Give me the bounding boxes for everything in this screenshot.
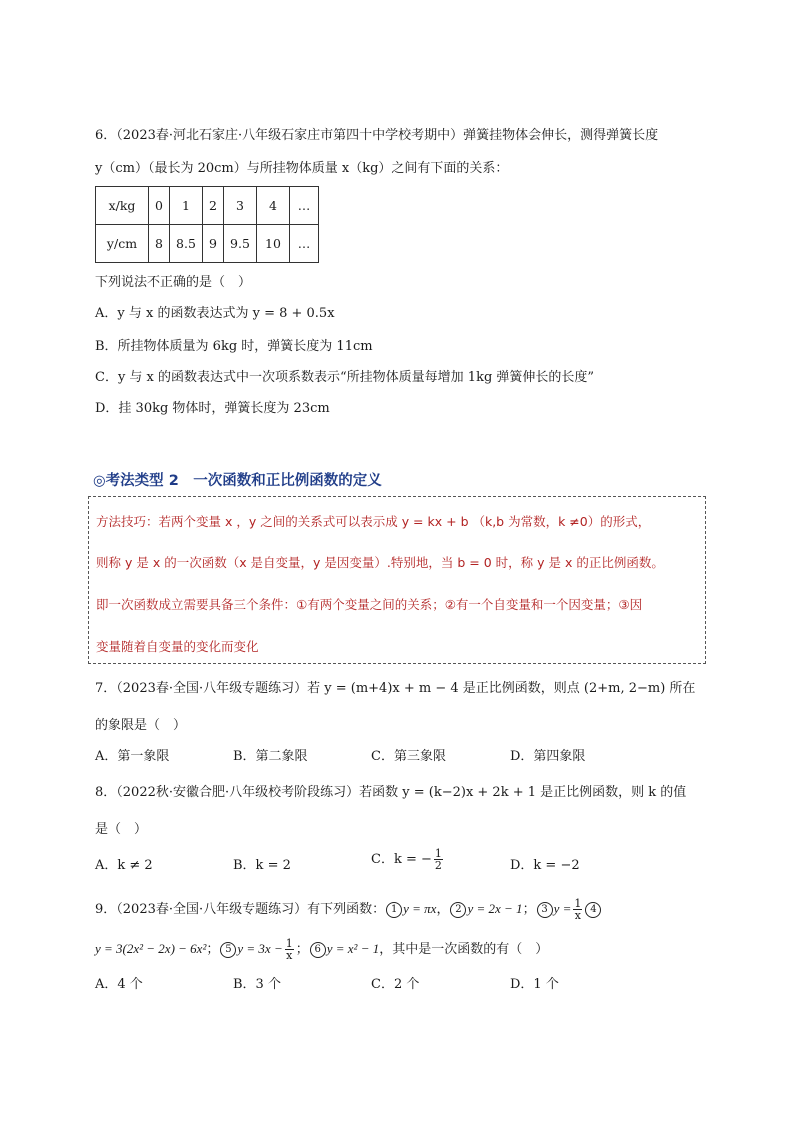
fraction-numerator: 1 xyxy=(574,897,582,910)
q9-func-3-lhs: y = xyxy=(553,901,572,916)
table-cell: 2 xyxy=(203,187,224,225)
q8-stem-line1: 8．（2022秋·安徽合肥·八年级校考阶段练习）若函数 y = (k−2)x + 2k + 1 是正比例函数，则 k 的值 xyxy=(95,785,687,800)
q8-option-c-prefix: C．k = − xyxy=(371,852,432,867)
fraction-denominator: 2 xyxy=(434,859,442,872)
table-row xyxy=(96,225,319,263)
table-cell: 8.5 xyxy=(170,225,203,263)
q7-option-a: A．第一象限 xyxy=(95,749,170,764)
table-cell: 0 xyxy=(149,187,170,225)
q8-option-d: D．k = −2 xyxy=(510,858,580,873)
q9-stem-line2: y = 3(2x² − 2x) − 6x²； 5 y = 3x − $\frac{1}{x}$ ； 6 y = x² − 1，其中是一次函数的有（ ） xyxy=(95,937,549,962)
q6-stem-line2: y（cm）（最长为 20cm）与所挂物体质量 x（kg）之间有下面的关系： xyxy=(95,161,509,176)
fraction-denominator: x xyxy=(286,949,293,962)
table-row xyxy=(96,187,319,225)
q7-option-d: D．第四象限 xyxy=(510,749,586,764)
q6-question: 下列说法不正确的是（ ） xyxy=(95,275,252,290)
q9-option-b: B．3 个 xyxy=(233,977,281,992)
q9-option-c: C．2 个 xyxy=(371,977,420,992)
q9-stem-line1: 9．（2023春·全国·八年级专题练习）有下列函数： 1 y = πx， 2 y = 2x − 1； 3 y = $\frac{1}{x}$ 4 xyxy=(95,898,602,921)
tips-line1: 方法技巧：若两个变量 x ，y 之间的关系式可以表示成 y = kx + b （k,b 为常数，k ≠0）的形式， xyxy=(96,514,651,529)
circled-1: 1 xyxy=(386,902,402,918)
q6-option-c: C．y 与 x 的函数表达式中一次项系数表示“所挂物体质量每增加 1kg 弹簧伸长的长度” xyxy=(95,370,595,385)
circled-3: 3 xyxy=(537,902,553,918)
q6-option-a: A．y 与 x 的函数表达式为 y = 8 + 0.5x xyxy=(95,306,335,321)
q6-data-table xyxy=(95,186,319,263)
q7-option-b: B．第二象限 xyxy=(233,749,308,764)
q8-option-b: B．k = 2 xyxy=(233,858,291,873)
circled-2: 2 xyxy=(450,902,466,918)
q9-func-4: y = 3(2x² − 2x) − 6x² xyxy=(95,941,207,956)
table-cell: x/kg xyxy=(96,187,149,225)
q9-option-a: A．4 个 xyxy=(95,977,143,992)
q9-func-5-lhs: y = 3x − xyxy=(237,941,283,956)
fraction xyxy=(285,938,294,961)
tips-line2: 则称 y 是 x 的一次函数（x 是自变量，y 是因变量）.特别地，当 b = 0 时，称 y 是 x 的正比例函数。 xyxy=(96,555,664,570)
q8-option-c xyxy=(371,848,445,871)
fraction-denominator: x xyxy=(574,909,581,922)
q7-stem-line2: 的象限是（ ） xyxy=(95,718,187,733)
section-title: ◎考法类型 2 一次函数和正比例函数的定义 xyxy=(93,473,382,489)
tips-line4: 变量随着自变量的变化而变化 xyxy=(96,639,259,654)
circled-4: 4 xyxy=(585,902,601,918)
table-cell: 9.5 xyxy=(224,225,257,263)
q7-stem-line1: 7．（2023春·全国·八年级专题练习）若 y = (m+4)x + m − 4 是正比例函数，则点 (2+m, 2−m) 所在 xyxy=(95,681,696,696)
circled-6: 6 xyxy=(310,942,326,958)
table-cell: 3 xyxy=(224,187,257,225)
tips-line3: 即一次函数成立需要具备三个条件：①有两个变量之间的关系；②有一个自变量和一个因变量；③因 xyxy=(96,597,643,612)
fraction xyxy=(434,848,443,871)
q9-prefix: 9．（2023春·全国·八年级专题练习）有下列函数： xyxy=(95,902,386,917)
q9-option-d: D．1 个 xyxy=(510,977,559,992)
table-cell: 4 xyxy=(257,187,290,225)
table-cell: … xyxy=(290,187,319,225)
fraction-numerator: 1 xyxy=(434,847,442,860)
circled-5: 5 xyxy=(220,942,236,958)
table-cell: 8 xyxy=(149,225,170,263)
q8-stem-line2: 是（ ） xyxy=(95,822,148,837)
q9-func-1: y = πx xyxy=(403,901,437,916)
q8-option-a: A．k ≠ 2 xyxy=(95,858,153,873)
q9-tail: ，其中是一次函数的有（ ） xyxy=(379,942,549,957)
q9-func-6: y = x² − 1 xyxy=(326,941,380,956)
table-cell: 9 xyxy=(203,225,224,263)
q7-option-c: C．第三象限 xyxy=(371,749,446,764)
q6-stem-line1: 6．（2023春·河北石家庄·八年级石家庄市第四十中学校考期中）弹簧挂物体会伸长，测得弹簧长度 xyxy=(95,128,659,143)
table-cell: … xyxy=(290,225,319,263)
table-cell: 1 xyxy=(170,187,203,225)
q9-func-2: y = 2x − 1 xyxy=(467,901,523,916)
q6-option-d: D．挂 30kg 物体时，弹簧长度为 23cm xyxy=(95,401,330,416)
fraction-numerator: 1 xyxy=(285,937,293,950)
q6-option-b: B．所挂物体质量为 6kg 时，弹簧长度为 11cm xyxy=(95,339,373,354)
fraction xyxy=(573,898,582,921)
table-cell: y/cm xyxy=(96,225,149,263)
table-cell: 10 xyxy=(257,225,290,263)
